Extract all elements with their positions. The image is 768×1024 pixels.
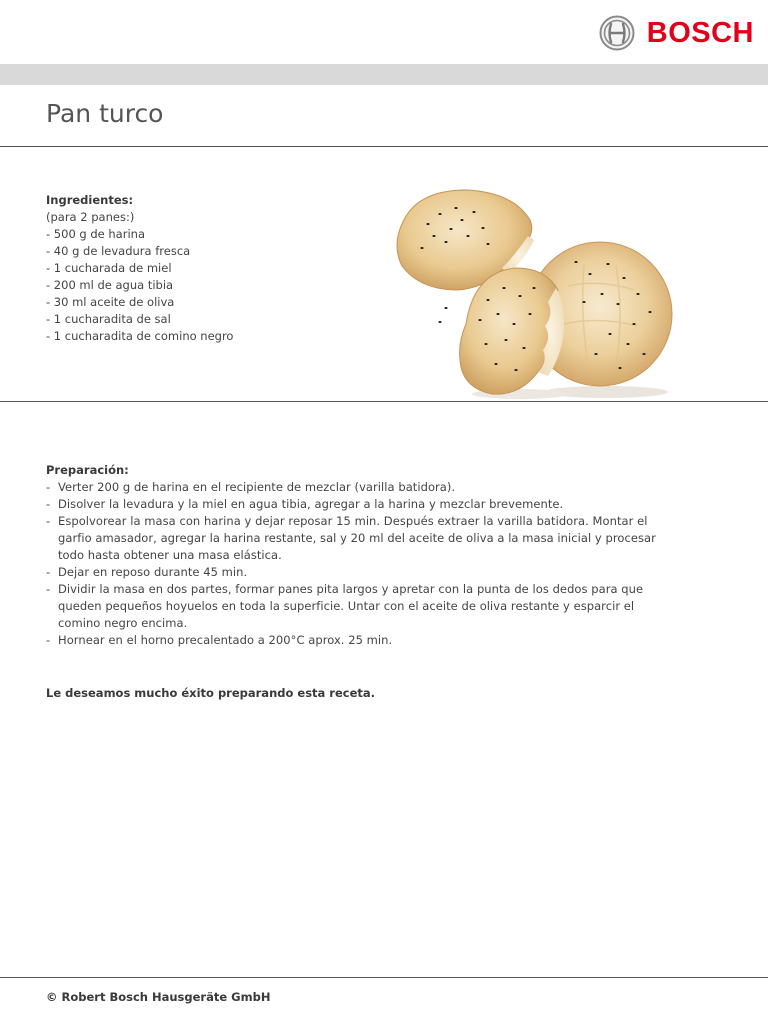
- step-line: garfio amasador, agregar la harina restante, sal y 20 ml del aceite de oliva a la masa inicial y procesar: [58, 531, 656, 545]
- ingredient-line: - 1 cucharadita de sal: [46, 312, 171, 326]
- page-title: Pan turco: [46, 99, 164, 128]
- ingredient-line: - 40 g de levadura fresca: [46, 244, 191, 258]
- divider: [0, 977, 768, 978]
- brand-name: BOSCH: [646, 17, 754, 49]
- bosch-logo: [599, 14, 754, 52]
- preparation-step: [46, 479, 706, 496]
- bosch-armature-icon: [599, 15, 635, 51]
- divider: [0, 146, 768, 147]
- preparation-heading: Preparación:: [46, 463, 129, 477]
- preparation-step: [46, 513, 706, 564]
- divider: [0, 401, 768, 402]
- preparation-step: [46, 581, 706, 632]
- ingredients-heading: Ingredientes:: [46, 193, 134, 207]
- ingredient-line: - 200 ml de agua tibia: [46, 278, 174, 292]
- step-line: queden pequeños hoyuelos en toda la superficie. Untar con el aceite de oliva restante y esparcir el: [58, 599, 635, 613]
- step-line: todo hasta obtener una masa elástica.: [58, 548, 282, 562]
- ingredient-line: (para 2 panes:): [46, 210, 135, 224]
- step-line: - Dividir la masa en dos partes, formar panes pita largos y apretar con la punta de los dedos para que: [58, 582, 644, 596]
- ingredient-line: - 30 ml aceite de oliva: [46, 295, 175, 309]
- closing-message: Le deseamos mucho éxito preparando esta receta.: [46, 686, 376, 700]
- ingredient-line: - 1 cucharada de miel: [46, 261, 172, 275]
- ingredient-line: - 500 g de harina: [46, 227, 145, 241]
- step-line: - Dejar en reposo durante 45 min.: [58, 565, 248, 579]
- step-line: - Verter 200 g de harina en el recipiente de mezclar (varilla batidora).: [58, 480, 456, 494]
- ingredient-line: - 1 cucharadita de comino negro: [46, 329, 234, 343]
- preparation-step: [46, 632, 706, 649]
- step-line: - Espolvorear la masa con harina y dejar reposar 15 min. Después extraer la varilla batidora. Montar el: [58, 514, 648, 528]
- copyright-footer: © Robert Bosch Hausgeräte GmbH: [46, 990, 271, 1004]
- step-line: - Disolver la levadura y la miel en agua tibia, agregar a la harina y mezclar brevemente.: [58, 497, 564, 511]
- preparation-step: [46, 564, 706, 581]
- ingredients-section: [46, 192, 376, 345]
- page-header: [0, 0, 768, 64]
- preparation-section: [46, 462, 706, 649]
- turkish-bread-photo: [388, 184, 678, 400]
- step-line: - Hornear en el horno precalentado a 200°C aprox. 25 min.: [58, 633, 393, 647]
- header-band: [0, 64, 768, 85]
- preparation-step: [46, 496, 706, 513]
- step-line: comino negro encima.: [58, 616, 188, 630]
